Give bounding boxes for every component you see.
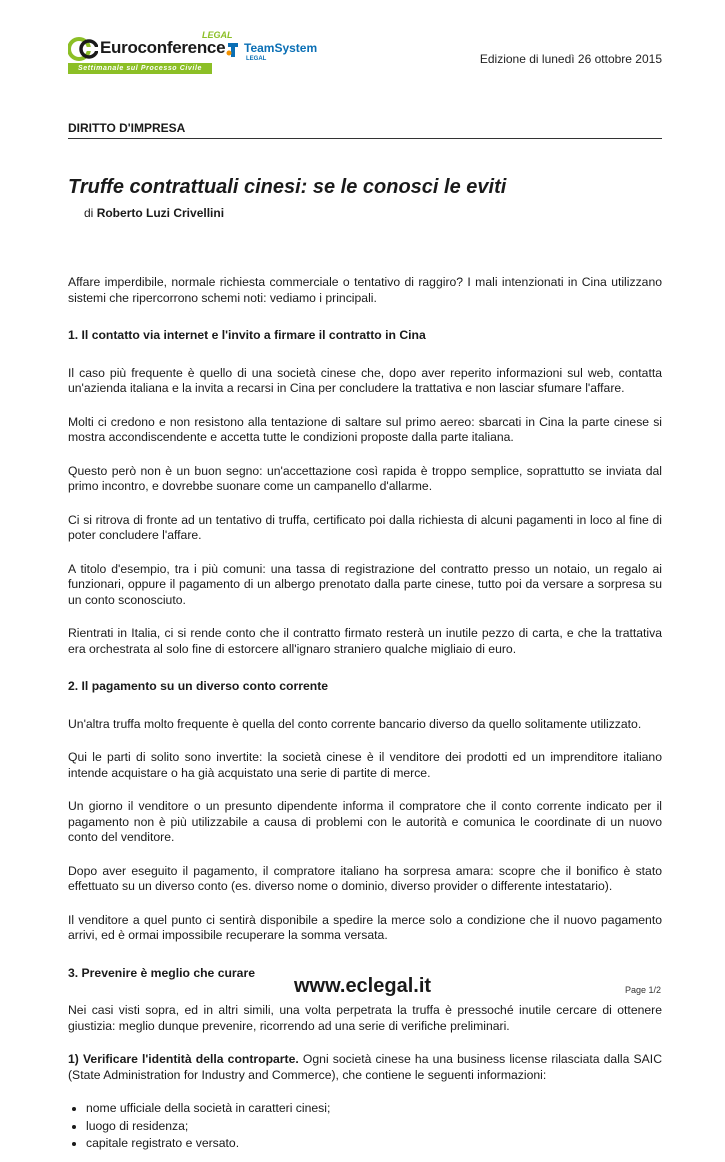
verification-label: 1) Verificare l'identità della controparte.	[68, 1052, 299, 1066]
article-body	[68, 275, 662, 1162]
edition-date: Edizione di lunedì 26 ottobre 2015	[479, 52, 662, 66]
paragraph: Questo però non è un buon segno: un'accettazione così rapida è troppo semplice, soprattutto se inviata dal primo incontro, e dovrebbe suonare come un campanello d'allarme.	[68, 463, 662, 493]
section-heading: DIRITTO D'IMPRESA	[68, 121, 662, 139]
page-number: Page 1/2	[624, 985, 661, 995]
footer-website-link[interactable]: www.eclegal.it	[293, 975, 432, 997]
verification-text: Ogni società cinese ha una business license rilasciata dalla SAIC (State Administration for Industry and Commerce), che contiene le seguenti informazioni:	[68, 1052, 662, 1082]
brand-tagline: Settimanale sul Processo Civile	[68, 63, 212, 74]
paragraph: A titolo d'esempio, tra i più comuni: una tassa di registrazione del contratto presso un notaio, un regalo ai funzionari, oppure il pagamento di un albergo prenotato dalla parte cinese, tutto poi da versare a sorpresa su un conto sconosciuto.	[68, 561, 662, 607]
author-name: Roberto Luzi Crivellini	[96, 206, 225, 220]
paragraph: Il venditore a quel punto ci sentirà disponibile a spedire la merce solo a condizione che il nuovo pagamento arrivi, ed è ormai impossibile recuperare la somma versata.	[68, 912, 662, 942]
list-item: • capitale registrato e versato.	[86, 1136, 662, 1152]
section-2-heading: 2. Il pagamento su un diverso conto corrente	[68, 679, 329, 693]
partner-sub-label: LEGAL	[246, 56, 267, 62]
paragraph: Un giorno il venditore o un presunto dipendente informa il compratore che il conto corrente indicato per il pagamento non è più utilizzabile a causa di problemi con le autorità e comunica le coordinate di un nuovo conto del venditore.	[68, 799, 662, 844]
list-item: • nome ufficiale della società in caratteri cinesi;	[86, 1101, 662, 1117]
paragraph: Qui le parti di solito sono invertite: la società cinese è il venditore dei prodotti ed un imprenditore italiano intende acquistare o ha già acquistato una serie di partite di merce.	[68, 750, 662, 780]
page-header	[68, 32, 662, 82]
article-byline	[84, 206, 224, 220]
paragraph: Molti ci credono e non resistono alla tentazione di saltare sul primo aereo: sbarcati in Cina la parte cinese si mostra accondiscendente e accetta tutte le condizioni proposte dalla parte italiana.	[68, 414, 662, 444]
paragraph: Un'altra truffa molto frequente è quella del conto corrente bancario diverso da quello solitamente utilizzato.	[68, 716, 642, 731]
teamsystem-logo-icon	[226, 41, 240, 59]
section-3-heading: 3. Prevenire è meglio che curare	[68, 965, 255, 980]
section-1-heading: 1. Il contatto via internet e l'invito a firmare il contratto in Cina	[68, 328, 426, 342]
byline-prefix: di	[84, 206, 94, 220]
euroconference-logo-icon	[68, 34, 98, 62]
brand-name: Euroconference	[100, 38, 226, 57]
paragraph: Dopo aver eseguito il pagamento, il compratore italiano ha sorpresa amara: scopre che il bonifico è stato effettuato su un diverso conto (es. diverso nome o dominio, diverso provider o differente intestatario).	[68, 863, 662, 893]
list-item: • luogo di residenza;	[86, 1119, 662, 1135]
partner-name: TeamSystem	[244, 41, 318, 55]
paragraph: Nei casi visti sopra, ed in altri simili, una volta perpetrata la truffa è pressoché inutile cercare di ottenere giustizia: meglio dunque prevenire, ricorrendo ad una serie di verifiche preliminari.	[68, 1003, 662, 1033]
paragraph: Il caso più frequente è quello di una società cinese che, dopo aver reperito informazioni sul web, contatta un'azienda italiana e la invita a recarsi in Cina per concludere la trattativa e non lasciar sfumare l'affare.	[68, 365, 662, 395]
article-title: Truffe contrattuali cinesi: se le conosci le eviti	[68, 176, 507, 198]
paragraph: Rientrati in Italia, ci si rende conto che il contratto firmato resterà un inutile pezzo di carta, e che la trattativa era orchestrata al solo fine di estorcere all'ignaro straniero qualche migliaio di euro.	[68, 626, 662, 656]
license-info-list	[86, 1101, 662, 1152]
intro-paragraph: Affare imperdibile, normale richiesta commerciale o tentativo di raggiro? I mali intenzionati in Cina utilizzano sistemi che ripercorrono schemi noti: vediamo i principali.	[68, 275, 662, 305]
paragraph: Ci si ritrova di fronte ad un tentativo di truffa, certificato poi dalla richiesta di alcuni pagamenti in loco al fine di poter concludere l'affare.	[68, 512, 662, 542]
paragraph	[68, 1052, 662, 1083]
brand-legal-label: LEGAL	[202, 30, 233, 40]
